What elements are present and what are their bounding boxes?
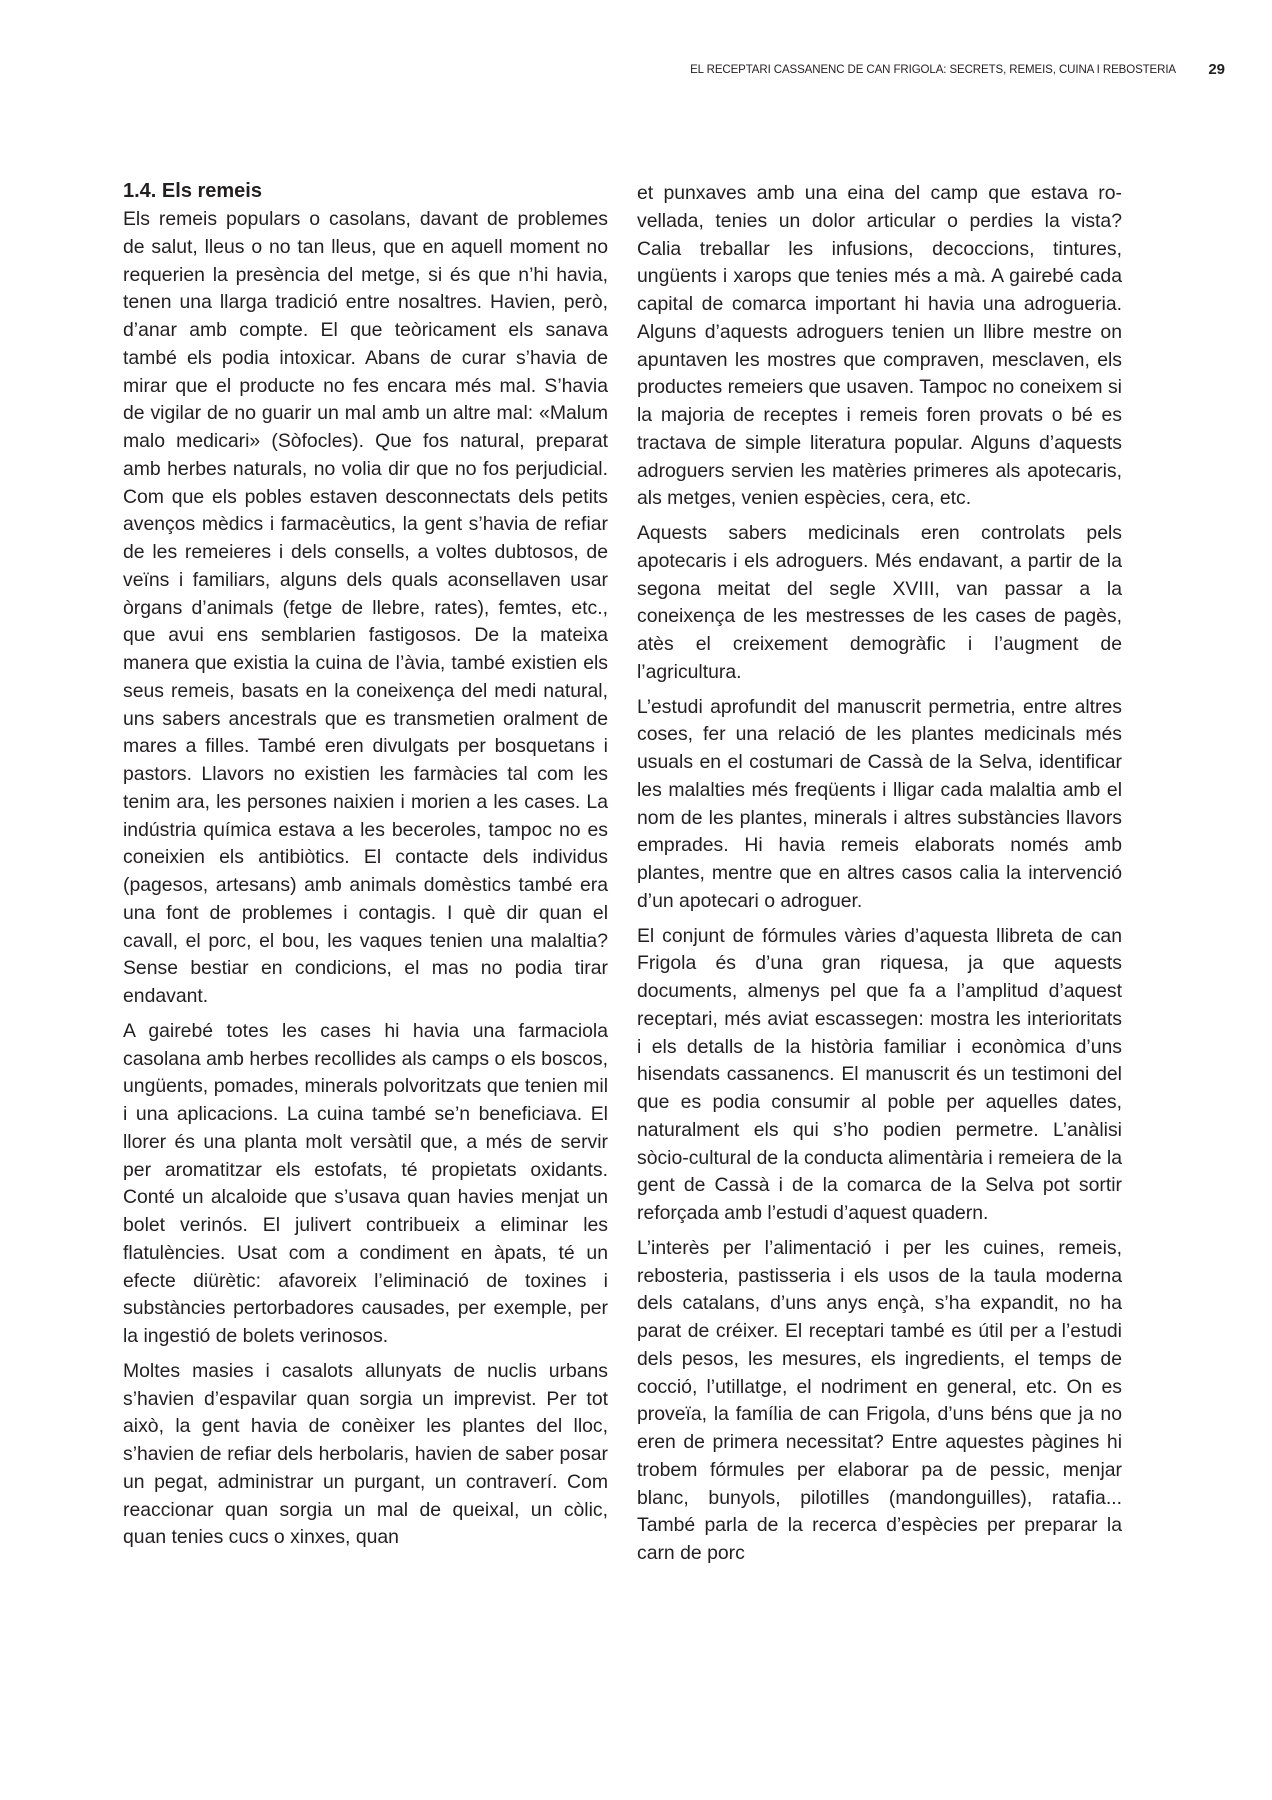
paragraph: Els remeis populars o casolans, davant de problemes de salut, lleus o no tan lleus, que en aquell moment no requerien la presència del metge, si és que n’hi havia, tenen una llarga tradició entre nosaltres. Havien, però, d’anar amb compte. El que teòricament els sanava també els podia intoxicar. Abans de curar s’havia de mirar que el producte no fes encara més mal. S’havia de vigilar de no guarir un mal amb un altre mal: «Malum malo medicari» (Sòfocles). Que fos natural, preparat amb herbes naturals, no volia dir que no fos perjudicial. Com que els pobles estaven desconnectats dels petits avenços mèdics i farmacèutics, la gent s’havia de refiar de les remeieres i dels consells, a voltes dubtosos, de veïns i familiars, alguns dels quals aconsellaven usar òrgans d’animals (fetge de llebre, rates), femtes, etc., que avui ens semblarien fastigosos. De la mateixa manera que existia la cuina de l’àvia, també existien els seus remeis, basats en la coneixença del medi natural, uns sabers ancestrals que es transmetien oralment de mares a filles. També eren divulgats per bosquetans i pastors. Llavors no existien les farmàcies tal com les tenim ara, les persones naixien i morien a les cases. La indústria química estava a les beceroles, tampoc no es coneixien els antibiòtics. El contacte dels individus (pagesos, artesans) amb animals domèstics també era una font de problemes i contagis. I què dir quan el cavall, el porc, el bou, les vaques tenien una malaltia? Sense bestiar en condicions, el mas no podia tirar endavant. xyxy=(123,208,608,1007)
section-heading: 1.4. Els remeis xyxy=(123,180,262,202)
paragraph: et punxaves amb una eina del camp que estava rovellada, tenies un dolor articular o perdies la vista? Calia treballar les infusions, decoccions, tintures, ungüents i xarops que tenies més a mà. A gairebé cada capital de comarca important hi havia una adrogueria. Alguns d’aquests adroguers tenien un llibre mestre on apuntaven les mostres que compraven, mesclaven, els productes remeiers que usaven. Tampoc no coneixem si la majoria de receptes i remeis foren provats o bé es tractava de simple literatura popular. Alguns d’aquests adroguers servien les matèries primeres als apotecaris, als metges, venien espècies, cera, etc. xyxy=(637,182,1122,510)
paragraph: L’interès per l’alimentació i per les cuines, remeis, rebosteria, pastisseria i els usos de la taula moderna dels catalans, d’uns anys ençà, s’ha expandit, no ha parat de créixer. El receptari també es útil per a l’estudi dels pesos, les mesures, els ingredients, el temps de cocció, l’utillatge, el nodriment en general, etc. On es proveïa, la família de can Frigola, d’uns béns que ja no eren de primera necessitat? Entre aquestes pàgines hi trobem fórmules per elaborar pa de pessic, menjar blanc, bunyols, pilotilles (mandonguilles), ratafia... També parla de la recerca d’espècies per preparar la carn de porc xyxy=(637,1236,1122,1564)
running-header xyxy=(0,61,1272,81)
page-number: 29 xyxy=(1208,61,1225,78)
paragraph: L’estudi aprofundit del manuscrit permetria, entre altres coses, fer una relació de les plantes medicinals més usuals en el costumari de Cassà de la Selva, identificar les malalties més freqüents i lligar cada malaltia amb el nom de les plantes, minerals i altres substàncies llavors emprades. Hi havia remeis elaborats només amb plantes, mentre que en altres casos calia la intervenció d’un apotecari o adroguer. xyxy=(637,695,1122,912)
paragraph: A gairebé totes les cases hi havia una farmaciola casolana amb herbes recollides als camps o els boscos, ungüents, pomades, minerals polvoritzats que tenien mil i una aplicacions. La cuina també se’n beneficiava. El llorer és una planta molt versàtil que, a més de servir per aromatitzar els estofats, té propietats oxidants. Conté un alcaloide que s’usava quan havies menjat un bolet verinós. El julivert contribueix a eliminar les flatulències. Usat com a condiment en àpats, té un efecte diürètic: afavoreix l’eliminació de toxines i substàncies pertorbadores causades, per exemple, per la ingestió de bolets verinosos. xyxy=(123,1019,608,1347)
left-column xyxy=(123,178,608,1559)
paragraph: El conjunt de fórmules vàries d’aquesta llibreta de can Frigola és d’una gran riquesa, ja que aquests documents, almenys pel que fa a l’amplitud d’aquest receptari, més aviat escassegen: mostra les interioritats i els detalls de la història familiar i econòmica d’uns hisendats cassanencs. El manuscrit és un testimoni del que es podia consumir al poble per aquelles dates, naturalment els qui s’ho podien permetre. L’anàlisi sòcio-cultural de la conducta alimentària i remeiera de la gent de Cassà i de la comarca de la Selva pot sortir reforçada amb l’estudi d’aquest quadern. xyxy=(637,924,1123,1224)
running-title: EL RECEPTARI CASSANENC DE CAN FRIGOLA: SECRETS, REMEIS, CUINA I REBOSTERIA xyxy=(690,64,1176,76)
right-column xyxy=(637,180,1122,1575)
paragraph: Moltes masies i casalots allunyats de nuclis urbans s’havien d’espavilar quan sorgia un imprevist. Per tot això, la gent havia de conèixer les plantes del lloc, s’havien de refiar dels herbolaris, havien de saber posar un pegat, administrar un purgant, un contraverí. Com reaccionar quan sorgia un mal de queixal, un còlic, quan tenies cucs o xinxes, quan xyxy=(123,1359,608,1549)
paragraph: Aquests sabers medicinals eren controlats pels apotecaris i els adroguers. Més endavant, a partir de la segona meitat del segle XVIII, van passar a la coneixença de les mestresses de les cases de pagès, atès el creixement demogràfic i l’augment de l’agricultura. xyxy=(637,522,1122,683)
